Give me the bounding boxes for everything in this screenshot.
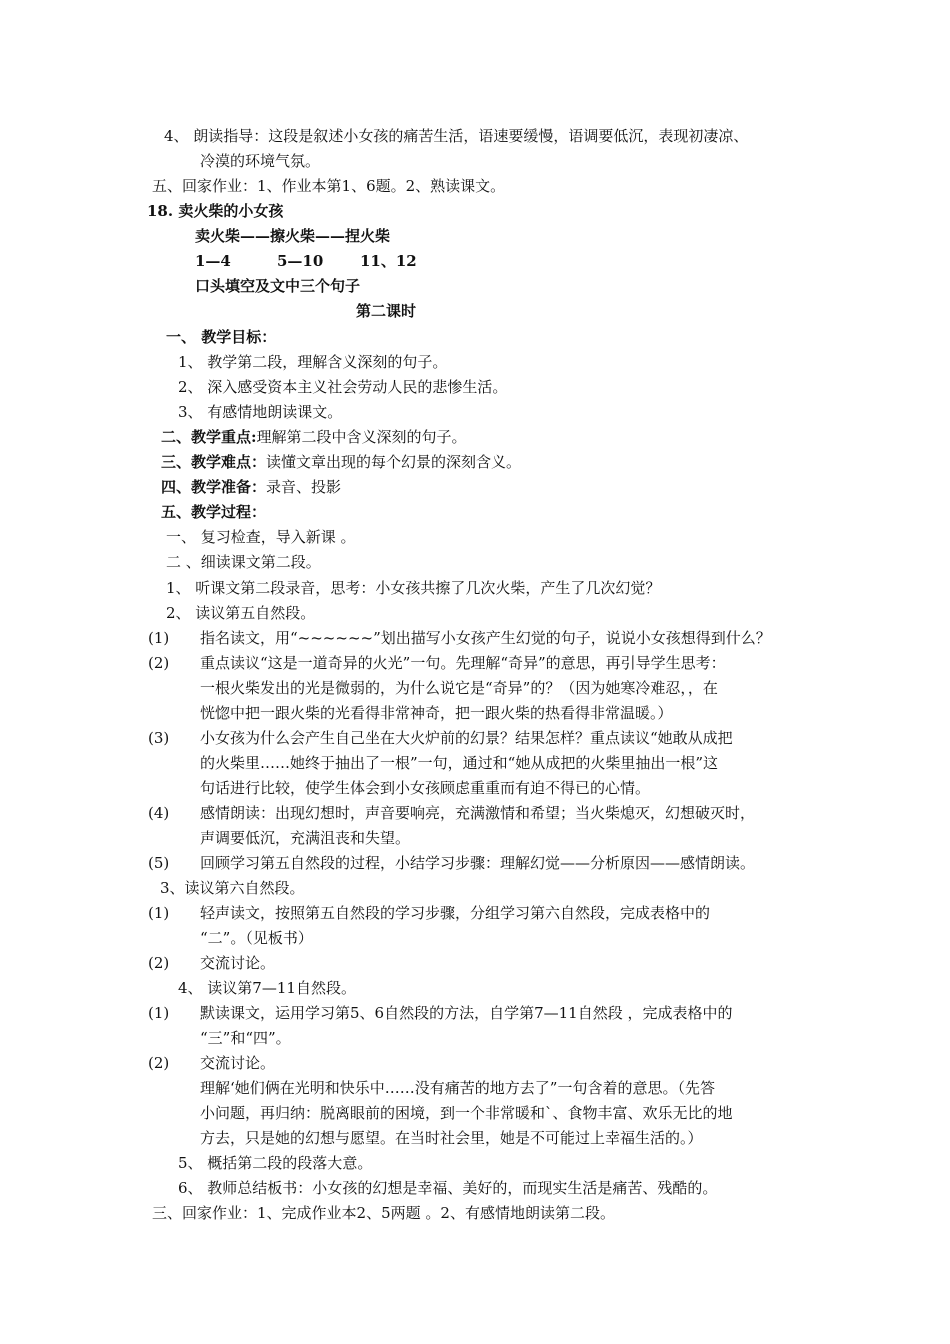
item-text: “三”和“四”。 bbox=[200, 1029, 291, 1047]
item-text: 理解‘她们俩在光明和快乐中……没有痛苦的地方去了”一句含着的意思。（先答 bbox=[200, 1079, 715, 1097]
key-point-label: 二、教学重点: bbox=[161, 428, 257, 446]
item-text: 小女孩为什么会产生自己坐在大火炉前的幻景？结果怎样？重点读议“她敢从成把 bbox=[200, 729, 733, 747]
heading-teaching-process: 五、教学过程： bbox=[161, 503, 267, 521]
difficulty-row bbox=[161, 452, 521, 472]
item-number: (1) bbox=[148, 1004, 170, 1022]
item-text: 感情朗读：出现幻想时，声音要响亮，充满激情和希望；当火柴熄灭，幻想破灭时， bbox=[200, 804, 756, 822]
substep-4: 4、 读议第7—11自然段。 bbox=[178, 979, 356, 997]
blackboard-note: 口头填空及文中三个句子 bbox=[195, 277, 361, 295]
substep-1: 1、 听课文第二段录音，思考：小女孩共擦了几次火柴，产生了几次幻觉？ bbox=[166, 579, 661, 597]
goal-3: 3、 有感情地朗读课文。 bbox=[178, 403, 343, 421]
homework-line-2: 三、回家作业：1、完成作业本2、5两题 。2、有感情地朗读第二段。 bbox=[152, 1204, 615, 1222]
item-text: 默读课文，运用学习第5、6自然段的方法，自学第7—11自然段 ，完成表格中的 bbox=[200, 1004, 733, 1022]
blackboard-flow: 卖火柴——擦火柴——捏火柴 bbox=[195, 227, 391, 245]
step-4-continuation: 冷漠的环境气氛。 bbox=[200, 152, 321, 170]
substep-3: 3、读议第六自然段。 bbox=[160, 879, 305, 897]
item-text: 方去，只是她的幻想与愿望。在当时社会里，她是不可能过上幸福生活的。） bbox=[200, 1129, 703, 1147]
paragraph-range-1: 1—4 bbox=[195, 252, 231, 270]
item-text: 句话进行比较，使学生体会到小女孩顾虑重重而有迫不得已的心情。 bbox=[200, 779, 651, 797]
item-number: (2) bbox=[148, 654, 170, 672]
item-text: 回顾学习第五自然段的过程，小结学习步骤：理解幻觉——分析原因——感情朗读。 bbox=[200, 854, 756, 872]
item-text: 轻声读文，按照第五自然段的学习步骤，分组学习第六自然段，完成表格中的 bbox=[200, 904, 711, 922]
substep-2: 2、 读议第五自然段。 bbox=[166, 604, 316, 622]
process-step-2: 二 、细读课文第二段。 bbox=[166, 553, 321, 571]
key-point-text: 理解第二段中含义深刻的句子。 bbox=[256, 428, 467, 446]
item-number: (3) bbox=[148, 729, 170, 747]
item-number: (4) bbox=[148, 804, 170, 822]
section-heading-second-lesson: 第二课时 bbox=[356, 302, 417, 320]
item-number: (1) bbox=[148, 904, 170, 922]
item-text: 重点读议“这是一道奇异的火光”一句。先理解“奇异”的意思，再引导学生思考： bbox=[200, 654, 726, 672]
substep-5: 5、 概括第二段的段落大意。 bbox=[178, 1154, 373, 1172]
step-4-reading-guidance: 4、 朗读指导：这段是叙述小女孩的痛苦生活，语速要缓慢，语调要低沉，表现初凄凉、 bbox=[164, 127, 749, 145]
item-text: “二”。（见板书） bbox=[200, 929, 313, 947]
substep-6: 6、 教师总结板书：小女孩的幻想是幸福、美好的，而现实生活是痛苦、残酷的。 bbox=[178, 1179, 718, 1197]
item-number: (2) bbox=[148, 1054, 170, 1072]
process-step-1: 一、 复习检查，导入新课 。 bbox=[166, 528, 356, 546]
key-point-row bbox=[161, 427, 467, 447]
paragraph-range-3: 11、12 bbox=[360, 252, 417, 270]
item-number: (2) bbox=[148, 954, 170, 972]
heading-teaching-goals: 一、 教学目标： bbox=[166, 328, 277, 346]
preparation-row bbox=[161, 477, 341, 497]
item-number: (5) bbox=[148, 854, 170, 872]
item-text: 指名读文，用“~~~~~~”划出描写小女孩产生幻觉的句子，说说小女孩想得到什么？ bbox=[200, 629, 771, 647]
preparation-text: 录音、投影 bbox=[266, 478, 342, 496]
goal-2: 2、 深入感受资本主义社会劳动人民的悲惨生活。 bbox=[178, 378, 508, 396]
item-number: (1) bbox=[148, 629, 170, 647]
goal-1: 1、 教学第二段，理解含义深刻的句子。 bbox=[178, 353, 448, 371]
lesson-title: 18. 卖火柴的小女孩 bbox=[147, 202, 284, 220]
item-text: 小问题，再归纳：脱离眼前的困境，到一个非常暖和`、食物丰富、欢乐无比的地 bbox=[200, 1104, 733, 1122]
item-text: 交流讨论。 bbox=[200, 1054, 276, 1072]
item-text: 交流讨论。 bbox=[200, 954, 276, 972]
item-text: 一根火柴发出的光是微弱的，为什么说它是“奇异”的？（因为她寒冷难忍，，在 bbox=[200, 679, 718, 697]
item-text: 的火柴里……她终于抽出了一根”一句，通过和“她从成把的火柴里抽出一根”这 bbox=[200, 754, 719, 772]
item-text: 声调要低沉，充满沮丧和失望。 bbox=[200, 829, 411, 847]
item-text: 恍惚中把一跟火柴的光看得非常神奇，把一跟火柴的热看得非常温暖。） bbox=[200, 704, 673, 722]
difficulty-text: 读懂文章出现的每个幻景的深刻含义。 bbox=[266, 453, 522, 471]
difficulty-label: 三、教学难点： bbox=[161, 453, 267, 471]
preparation-label: 四、教学准备： bbox=[161, 478, 267, 496]
homework-line-1: 五、回家作业：1、作业本第1、6题。2、熟读课文。 bbox=[152, 177, 506, 195]
paragraph-range-2: 5—10 bbox=[277, 252, 324, 270]
